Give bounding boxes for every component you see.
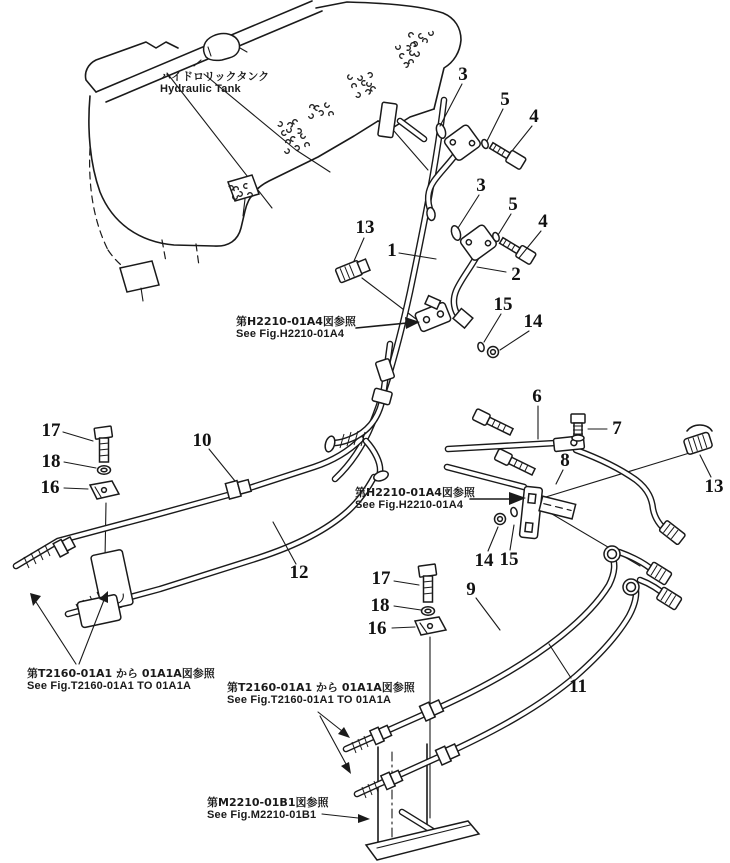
- part-number-callout: 8: [560, 450, 570, 471]
- part-number-callout: 4: [529, 106, 539, 127]
- part-number-callout: 18: [41, 451, 61, 472]
- figure-reference-note: [355, 486, 475, 512]
- part-number-callout: 11: [569, 676, 587, 697]
- figure-reference-note: [236, 315, 356, 341]
- bolt: [418, 564, 436, 615]
- part-number-callout: 12: [289, 562, 309, 583]
- part-number-callout: 14: [474, 550, 494, 571]
- grease-bolt: [571, 414, 585, 441]
- filler-cap: [204, 34, 240, 61]
- part-number-callout: 5: [508, 194, 518, 215]
- note-line-jp: 第H2210-01A4図参照: [355, 486, 475, 499]
- note-line-jp: 第T2160-01A1 から 01A1A図参照: [27, 667, 215, 680]
- part-number-callout: 2: [511, 264, 521, 285]
- part-number-callout: 13: [704, 476, 724, 497]
- part-number-callout: 9: [466, 579, 476, 600]
- washer: [481, 139, 490, 150]
- bolt-hole-clusters: [229, 31, 434, 200]
- clip-plate: [90, 481, 119, 499]
- note-line-en: See Fig.H2210-01A4: [236, 328, 345, 341]
- clip-plate: [415, 617, 446, 635]
- figure-reference-note: [227, 681, 415, 707]
- note-line-en: See Fig.T2160-01A1 TO 01A1A: [27, 680, 192, 693]
- o-ring: [450, 225, 463, 242]
- part-number-callout: 3: [476, 175, 486, 196]
- elbow-flange: [459, 224, 498, 262]
- note-line-en: See Fig.T2160-01A1 TO 01A1A: [227, 694, 392, 707]
- part-number-callout: 18: [370, 595, 390, 616]
- pipe-coupling: [225, 478, 251, 499]
- long-bolt: [472, 408, 514, 437]
- part-number-callout: 7: [612, 418, 622, 439]
- o-ring: [510, 507, 518, 517]
- note-line-jp: 第T2160-01A1 から 01A1A図参照: [227, 681, 415, 694]
- part-number-callout: 15: [493, 294, 513, 315]
- part-number-callout: 15: [499, 549, 519, 570]
- part-number-callout: 5: [500, 89, 510, 110]
- part-number-callout: 6: [532, 386, 542, 407]
- part-number-callout: 16: [40, 477, 60, 498]
- note-line-jp: ハイドロリックタンク: [160, 70, 270, 83]
- part-number-callout: 14: [523, 311, 543, 332]
- note-line-en: Hydraulic Tank: [160, 83, 241, 96]
- o-ring: [477, 342, 485, 352]
- hose-connector: [683, 432, 713, 455]
- mounting-bolt: [498, 235, 536, 265]
- part-number-callout: 1: [387, 240, 397, 261]
- mounting-plate: [519, 486, 542, 539]
- part-number-callout: 4: [538, 211, 548, 232]
- note-line-en: See Fig.M2210-01B1: [207, 809, 317, 822]
- part-number-callout: 10: [192, 430, 212, 451]
- part-number-callout: 17: [371, 568, 391, 589]
- hydraulic-tank: [85, 1, 461, 301]
- hose-connector: [335, 257, 370, 283]
- note-line-jp: 第H2210-01A4図参照: [236, 315, 356, 328]
- long-bolt: [494, 448, 536, 477]
- bolt: [94, 426, 112, 474]
- part-number-callout: 17: [41, 420, 61, 441]
- note-line-jp: 第M2210-01B1図参照: [207, 796, 329, 809]
- figure-reference-note: [160, 70, 269, 96]
- elbow-flange: [443, 124, 482, 162]
- figure-reference-note: [27, 667, 215, 693]
- figure-reference-note: [207, 796, 328, 822]
- part-number-callout: 16: [367, 618, 387, 639]
- part-number-callout: 3: [458, 64, 468, 85]
- mounting-bolt: [488, 140, 526, 170]
- part-number-callout: 13: [355, 217, 375, 238]
- note-line-en: See Fig.H2210-01A4: [355, 499, 464, 512]
